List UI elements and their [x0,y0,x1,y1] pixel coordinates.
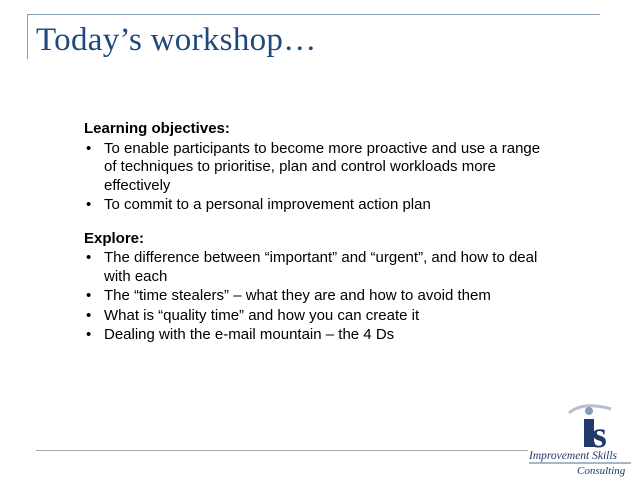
list-item [84,287,554,306]
bullet-text: To enable participants to become more proactive and use a range of techniques to prioritise, plan and control workloads more effectively [104,139,541,194]
bullet-icon: • [86,287,92,304]
logo-line2: Consulting [577,465,626,477]
bullet-icon: • [86,139,92,157]
frame-left-line [27,14,28,59]
bullet-text: What is “quality time” and how you can create it [104,306,420,324]
bullet-icon: • [86,326,92,343]
improvement-skills-logo [525,403,635,478]
bullet-icon: • [86,306,92,324]
bullet-text: The “time stealers” – what they are and how to avoid them [104,287,491,304]
list-item [84,326,554,345]
slide-body [84,120,554,345]
bullet-icon: • [86,196,92,213]
list-item [84,249,554,286]
bullet-text: To commit to a personal improvement action plan [104,196,431,213]
svg-text:s: s [592,414,607,456]
bottom-rule [36,450,528,451]
slide-title: Today’s workshop… [36,22,317,58]
objectives-list [84,140,554,215]
section-heading-objectives: Learning objectives: [84,120,230,137]
list-item [84,140,554,196]
explore-list [84,249,554,345]
list-item [84,307,554,326]
bullet-icon: • [86,249,92,266]
frame-top-line [27,14,600,15]
list-item [84,196,554,215]
logo-line1: Improvement Skills [529,450,618,462]
section-heading-explore: Explore: [84,229,145,247]
bullet-text: Dealing with the e-mail mountain – the 4 Ds [104,326,395,343]
bullet-text: The difference between “important” and “urgent”, and how to deal with each [104,249,538,285]
